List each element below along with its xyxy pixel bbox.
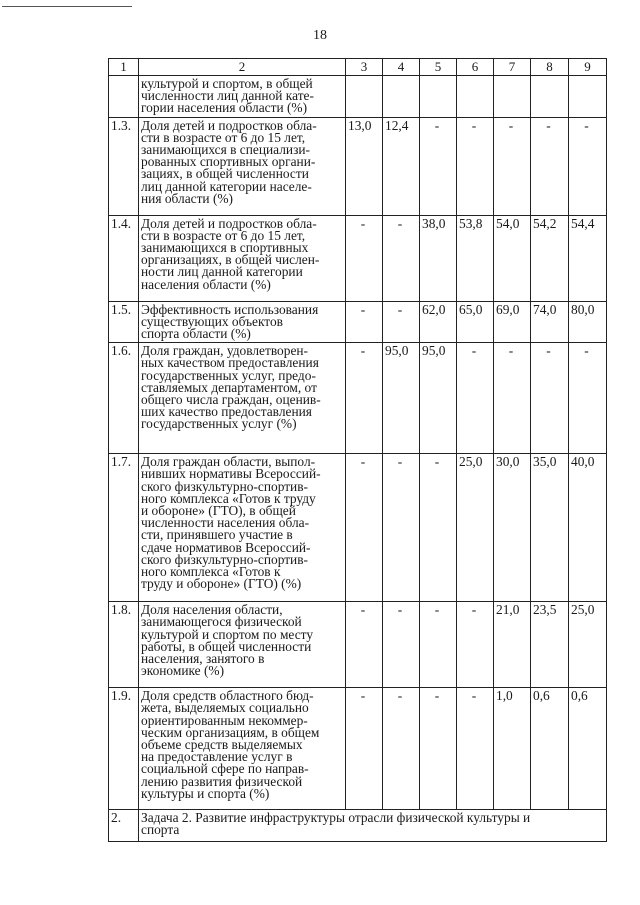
text-line: ного комплекса «Готов к труду <box>141 490 316 506</box>
value-cell: - <box>420 602 457 688</box>
continuation-row <box>109 76 607 118</box>
text-line: лиц данной категории населе- <box>141 178 312 194</box>
table-header-row <box>109 59 607 76</box>
value-cell <box>346 76 383 118</box>
row-description <box>139 301 346 343</box>
row-number: 1.7. <box>109 454 139 602</box>
value-cell: 69,0 <box>494 301 531 343</box>
value-cell: 54,0 <box>494 215 531 301</box>
text-line: жета, выделяемых социально <box>141 700 309 716</box>
value-cell: - <box>346 602 383 688</box>
value-cell: 21,0 <box>494 602 531 688</box>
column-header: 2 <box>139 59 346 76</box>
page-number: 18 <box>313 28 327 43</box>
text-line: сти в возрасте от 6 до 15 лет, <box>141 129 306 145</box>
value-cell: 12,4 <box>383 117 420 215</box>
value-cell: - <box>531 343 569 454</box>
table-row <box>109 454 607 602</box>
value-cell: - <box>569 343 607 454</box>
value-cell: 1,0 <box>494 688 531 810</box>
text-line: существующих объектов <box>141 313 283 329</box>
column-header: 1 <box>109 59 139 76</box>
text-line: ориентированным некоммер- <box>141 712 308 728</box>
text-line: занимающегося физической <box>141 614 302 630</box>
text-line: культурой и спортом, в общей <box>141 76 313 91</box>
row-number: 1.5. <box>109 301 139 343</box>
text-line: работы, в общей численности <box>141 638 312 654</box>
value-cell: - <box>494 343 531 454</box>
column-header: 4 <box>383 59 420 76</box>
text-line: рованных спортивных органи- <box>141 154 316 170</box>
value-cell: 74,0 <box>531 301 569 343</box>
table-row <box>109 602 607 688</box>
text-line: ности лиц данной категории <box>141 264 303 280</box>
value-cell: 95,0 <box>383 343 420 454</box>
value-cell: - <box>346 343 383 454</box>
row-description <box>139 688 346 810</box>
text-line: труду и обороне» (ГТО) (%) <box>141 576 302 592</box>
text-line: ного комплекса «Готов к <box>141 564 281 580</box>
value-cell: - <box>346 215 383 301</box>
text-line: занимающихся в специализи- <box>141 142 311 158</box>
value-cell: - <box>420 117 457 215</box>
value-cell: 38,0 <box>420 215 457 301</box>
value-cell: 54,2 <box>531 215 569 301</box>
text-line: государственных услуг, предо- <box>141 367 316 383</box>
value-cell: 35,0 <box>531 454 569 602</box>
value-cell: - <box>383 602 420 688</box>
row-description <box>139 343 346 454</box>
row-number: 1.8. <box>109 602 139 688</box>
text-line: ского физкультурно-спортив- <box>141 478 309 494</box>
text-line: организациях, в общей числен- <box>141 252 320 268</box>
text-line: спорта <box>141 822 180 838</box>
text-line: общего числа граждан, оценив- <box>141 392 321 408</box>
value-cell: 13,0 <box>346 117 383 215</box>
row-number: 1.6. <box>109 343 139 454</box>
value-cell: - <box>346 301 383 343</box>
value-cell: 40,0 <box>569 454 607 602</box>
text-line: ния области (%) <box>141 190 234 206</box>
value-cell: 25,0 <box>569 602 607 688</box>
text-line: государственных услуг (%) <box>141 416 297 432</box>
table-row <box>109 117 607 215</box>
table-row <box>109 215 607 301</box>
text-line: ших качество предоставления <box>141 404 312 420</box>
text-line: лению развития физической <box>141 773 303 789</box>
row-number: 1.9. <box>109 688 139 810</box>
text-line: экономике (%) <box>141 663 225 679</box>
text-line: спорта области (%) <box>141 326 251 342</box>
value-cell: - <box>346 688 383 810</box>
value-cell: 30,0 <box>494 454 531 602</box>
column-header: 3 <box>346 59 383 76</box>
value-cell: 23,5 <box>531 602 569 688</box>
top-rule <box>2 6 132 7</box>
text-line: населения области (%) <box>141 276 271 292</box>
value-cell: - <box>383 301 420 343</box>
row-description <box>139 215 346 301</box>
value-cell <box>383 76 420 118</box>
value-cell <box>420 76 457 118</box>
text-line: зациях, в общей численности <box>141 166 309 182</box>
value-cell: - <box>383 215 420 301</box>
task-description <box>139 810 607 842</box>
value-cell: - <box>346 454 383 602</box>
text-line: на предоставление услуг в <box>141 749 293 765</box>
value-cell: - <box>383 454 420 602</box>
value-cell: - <box>457 688 494 810</box>
value-cell <box>494 76 531 118</box>
value-cell: 0,6 <box>531 688 569 810</box>
text-line: Доля населения области, <box>141 602 283 618</box>
text-line: гории населения области (%) <box>141 100 308 116</box>
value-cell <box>569 76 607 118</box>
column-header: 7 <box>494 59 531 76</box>
value-cell: - <box>420 688 457 810</box>
column-header: 9 <box>569 59 607 76</box>
text-line: культурой и спортом по месту <box>141 626 314 642</box>
text-line: нивших нормативы Всероссий- <box>141 466 321 482</box>
task-row <box>109 810 607 842</box>
text-line: численности населения обла- <box>141 515 310 531</box>
value-cell: 80,0 <box>569 301 607 343</box>
text-line: Эффективность использования <box>141 301 319 317</box>
value-cell: - <box>457 343 494 454</box>
value-cell: 0,6 <box>569 688 607 810</box>
indicators-table <box>108 58 607 842</box>
value-cell: 65,0 <box>457 301 494 343</box>
row-description <box>139 602 346 688</box>
column-header: 8 <box>531 59 569 76</box>
value-cell: - <box>420 454 457 602</box>
table-body <box>109 59 607 842</box>
value-cell: - <box>569 117 607 215</box>
value-cell: - <box>494 117 531 215</box>
row-description <box>139 117 346 215</box>
task-number: 2. <box>109 810 139 842</box>
text-line: численности лиц данной кате- <box>141 88 314 104</box>
row-number: 1.4. <box>109 215 139 301</box>
column-header: 5 <box>420 59 457 76</box>
value-cell: - <box>383 688 420 810</box>
text-line: сти в возрасте от 6 до 15 лет, <box>141 227 306 243</box>
text-line: населения, занятого в <box>141 651 265 667</box>
text-line: Доля граждан, удовлетворен- <box>141 343 309 359</box>
value-cell <box>457 76 494 118</box>
table-row <box>109 301 607 343</box>
text-line: ского физкультурно-спортив- <box>141 551 309 567</box>
value-cell: - <box>457 602 494 688</box>
table-row <box>109 343 607 454</box>
text-line: социальной сфере по направ- <box>141 761 309 777</box>
text-line: сдаче нормативов Всероссий- <box>141 539 311 555</box>
value-cell: 25,0 <box>457 454 494 602</box>
row-number: 1.3. <box>109 117 139 215</box>
column-header: 6 <box>457 59 494 76</box>
text-line: и обороне» (ГТО), в общей <box>141 503 296 519</box>
text-line: Доля детей и подростков обла- <box>141 117 317 133</box>
text-line: Доля граждан области, выпол- <box>141 454 316 470</box>
table-row <box>109 688 607 810</box>
text-line: ческим организациям, в общем <box>141 724 320 740</box>
text-line: занимающихся в спортивных <box>141 240 309 256</box>
value-cell: 53,8 <box>457 215 494 301</box>
text-line: ных качеством предоставления <box>141 355 319 371</box>
text-line: Доля средств областного бюд- <box>141 688 314 704</box>
row-description <box>139 76 346 118</box>
value-cell: 54,4 <box>569 215 607 301</box>
text-line: ставляемых департаментом, от <box>141 379 317 395</box>
text-line: Доля детей и подростков обла- <box>141 215 317 231</box>
text-line: объеме средств выделяемых <box>141 737 303 753</box>
row-number-cell <box>109 76 139 118</box>
row-description <box>139 454 346 602</box>
value-cell: - <box>457 117 494 215</box>
text-line: сти, принявшего участие в <box>141 527 293 543</box>
value-cell: 95,0 <box>420 343 457 454</box>
value-cell: - <box>531 117 569 215</box>
text-line: Задача 2. Развитие инфраструктуры отрасли физической культуры и <box>141 810 531 826</box>
value-cell: 62,0 <box>420 301 457 343</box>
value-cell <box>531 76 569 118</box>
text-line: культуры и спорта (%) <box>141 785 270 801</box>
